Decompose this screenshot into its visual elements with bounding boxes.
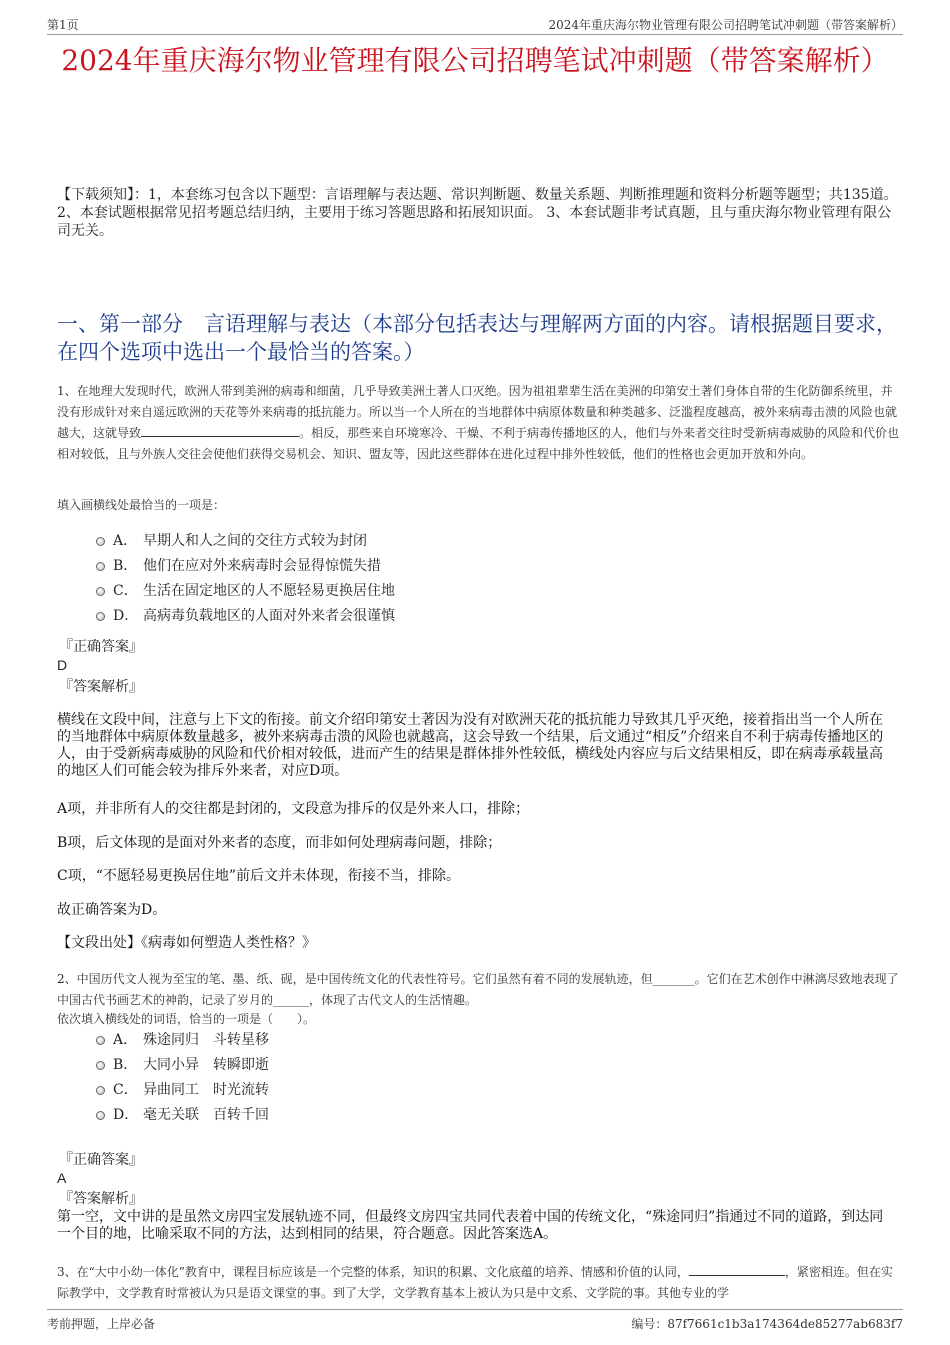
answer-blank xyxy=(689,1263,785,1276)
question-1-options xyxy=(96,529,395,629)
explanation-paragraph: 故正确答案为D。 xyxy=(57,902,167,918)
option-d[interactable]: D． 毫无关联 百转千回 xyxy=(96,1103,269,1128)
page-footer xyxy=(47,1309,903,1340)
section-heading: 一、第一部分 言语理解与表达（本部分包括表达与理解两方面的内容。请根据题目要求，在四个选项中选出一个最恰当的答案。） xyxy=(57,312,897,364)
explanation-paragraph: B项，后文体现的是面对外来者的态度，而非如何处理病毒问题，排除； xyxy=(57,835,502,851)
analysis-label: 『答案解析』 xyxy=(59,679,143,695)
radio-icon[interactable] xyxy=(96,612,105,621)
question-1-text xyxy=(57,381,902,465)
option-b[interactable]: B． 他们在应对外来病毒时会显得惊慌失措 xyxy=(96,554,395,579)
explanation-paragraph: 横线在文段中间，注意与上下文的衔接。前文介绍印第安土著因为没有对欧洲天花的抵抗能力导致其几乎灭绝，接着指出当一个人所在的当地群体中病原体数量越多，被外来病毒击溃的风险也就越高，这会导致一个结果，后文通过“相反”介绍来自不利于病毒传播地区的人，由于受新病毒威胁的风险和代价相对较低，进而产生的结果是群体排外性较低，横线处内容应与后文结果相反，即在病毒承载量高的地区人们可能会较为排斥外来者，对应D项。 xyxy=(57,712,884,779)
option-d[interactable]: D． 高病毒负载地区的人面对外来者会很谨慎 xyxy=(96,604,395,629)
text-source: 【文段出处】《病毒如何塑造人类性格？》 xyxy=(57,935,316,951)
footer-slogan: 考前押题，上岸必备 xyxy=(47,1317,156,1331)
question-1-text-before: 1、在地理大发现时代，欧洲人带到美洲的病毒和细菌，几乎导致美洲土著人口灭绝。因为祖祖辈辈生活在美洲的印第安土著们身体自带的生化防御系统里，并没有形成针对来自遥远欧洲的天花等外来病毒的抵抗能力。所以当一个人所在的当地群体中病原体数量和种类越多、泛滥程度越高，被外来病毒击溃的风险也就越大，这就导致 xyxy=(57,384,898,440)
radio-icon[interactable] xyxy=(96,562,105,571)
question-1-text-after: 。相反，那些来自环境寒冷、干燥、不利于病毒传播地区的人，他们与外来者交往时受新病毒威胁的风险和代价也相对较低，且与外族人交往会使他们获得交易机会、知识、盟友等，因此这些群体在进化过程中排外性较低，他们的性格也会更加开放和外向。 xyxy=(57,426,900,461)
correct-answer-label: 『正确答案』 xyxy=(59,1152,143,1168)
option-c[interactable]: C． 异曲同工 时光流转 xyxy=(96,1078,269,1103)
correct-answer-label: 『正确答案』 xyxy=(59,639,143,655)
correct-answer: A xyxy=(57,1170,67,1186)
question-2-text: 2、中国历代文人视为至宝的笔、墨、纸、砚，是中国传统文化的代表性符号。它们虽然有着不同的发展轨迹，但_______。它们在艺术创作中淋漓尽致地表现了中国古代书画艺术的神韵，记录了岁月的______，体现了古代文人的生活情趣。 xyxy=(57,972,899,1007)
correct-answer: D xyxy=(57,657,68,673)
explanation-paragraph: 第一空，文中讲的是虽然文房四宝发展轨迹不同，但最终文房四宝共同代表着中国的传统文化，“殊途同归”指通过不同的道路，到达同一个目的地，比喻采取不同的方法，达到相同的结果，符合题意。因此答案选A。 xyxy=(57,1209,884,1242)
option-c[interactable]: C． 生活在固定地区的人不愿轻易更换居住地 xyxy=(96,579,395,604)
analysis-label: 『答案解析』 xyxy=(59,1191,143,1207)
question-3-text xyxy=(57,1262,902,1304)
document-id: 编号：87f7661c1b3a174364de85277ab683f7 xyxy=(631,1317,903,1331)
question-2-prompt: 依次填入横线处的词语，恰当的一项是（ ）。 xyxy=(57,1012,316,1026)
download-notice: 【下载须知】：1，本套练习包含以下题型：言语理解与表达题、常识判断题、数量关系题、判断推理题和资料分析题等题型；共135道。 2、本套试题根据常见招考题总结归纳，主要用于练习答题思路和拓展知识面。 3、本套试题非考试真题，且与重庆海尔物业管理有限公司无关。 xyxy=(57,187,898,239)
answer-blank xyxy=(141,424,299,437)
radio-icon[interactable] xyxy=(96,1036,105,1045)
question-1-prompt: 填入画横线处最恰当的一项是： xyxy=(57,498,226,512)
question-3-text-before: 3、在“大中小幼一体化”教育中，课程目标应该是一个完整的体系，知识的积累、文化底蕴的培养、情感和价值的认同， xyxy=(57,1265,689,1279)
radio-icon[interactable] xyxy=(96,537,105,546)
radio-icon[interactable] xyxy=(96,1111,105,1120)
header-title: 2024年重庆海尔物业管理有限公司招聘笔试冲刺题（带答案解析） xyxy=(548,18,903,32)
radio-icon[interactable] xyxy=(96,1086,105,1095)
option-a[interactable]: A． 殊途同归 斗转星移 xyxy=(96,1028,269,1053)
page-number: 第1页 xyxy=(47,18,79,32)
page-header xyxy=(47,14,903,35)
explanation-paragraph: A项，并非所有人的交往都是封闭的，文段意为排斥的仅是外来人口，排除； xyxy=(57,801,530,817)
explanation-paragraph: C项，“不愿轻易更换居住地”前后文并未体现，衔接不当，排除。 xyxy=(57,868,461,884)
radio-icon[interactable] xyxy=(96,587,105,596)
question-2-options xyxy=(96,1028,269,1128)
option-a[interactable]: A． 早期人和人之间的交往方式较为封闭 xyxy=(96,529,395,554)
question-3-text-after: ，紧密相连。但在实际教学中，文学教育时常被认为只是语文课堂的事。到了大学，文学教育基本上被认为只是中文系、文学院的事。其他专业的学 xyxy=(57,1265,893,1300)
option-b[interactable]: B． 大同小异 转瞬即逝 xyxy=(96,1053,269,1078)
radio-icon[interactable] xyxy=(96,1061,105,1070)
document-title: 2024年重庆海尔物业管理有限公司招聘笔试冲刺题（带答案解析） xyxy=(61,44,889,77)
